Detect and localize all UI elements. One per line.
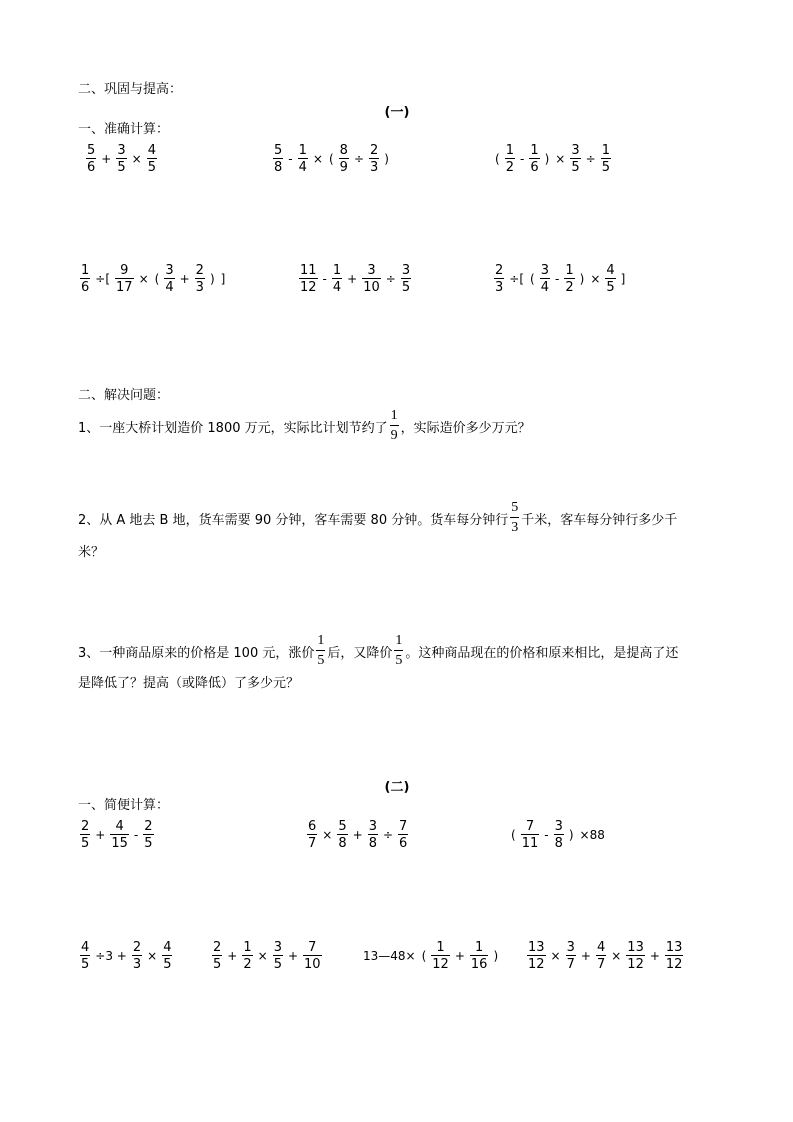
part2-expr-2: $\frac{6}{7}$ × $\frac{5}{8}$ + $\frac{3}{8}$ ÷ $\frac{7}{6}$: [308, 819, 408, 851]
part2-expr-7: $\frac{13}{12}$ × $\frac{3}{7}$ + $\frac{4}{7}$ × $\frac{13}{12}$ + $\frac{13}{12}$: [528, 940, 683, 972]
fraction: $\frac{7}{6}$: [399, 819, 408, 851]
fraction: $\frac{1}{5}$: [395, 633, 403, 668]
fraction: $\frac{4}{15}$: [111, 819, 128, 851]
part1-expr-3: ( $\frac{1}{2}$ - $\frac{1}{6}$ ) × $\frac{3}{5}$ ÷ $\frac{1}{5}$: [495, 143, 610, 175]
fraction: $\frac{9}{17}$: [116, 263, 133, 295]
fraction: $\frac{1}{2}$: [565, 263, 574, 295]
fraction: $\frac{3}{8}$: [368, 819, 377, 851]
fraction: $\frac{2}{3}$: [370, 143, 379, 175]
part1-accurate-calc-title: 一、准确计算：: [78, 122, 170, 137]
fraction: $\frac{7}{11}$: [521, 819, 539, 851]
fraction: $\frac{13}{12}$: [627, 940, 644, 972]
problem-2: 2、从 A 地去 B 地，货车需要 90 分钟，客车需要 80 分钟。货车每分钟行 $\frac{5}{3}$ 千米，客车每分钟行多少千: [78, 500, 678, 535]
fraction: $\frac{3}{5}$: [401, 263, 411, 295]
fraction: $\frac{2}{3}$: [132, 940, 142, 972]
fraction: $\frac{2}{5}$: [81, 819, 90, 851]
fraction: $\frac{4}{5}$: [81, 940, 90, 972]
problem-1: 1、一座大桥计划造价 1800 万元，实际比计划节约了 $\frac{1}{9}$ ，实际造价多少万元？: [78, 408, 531, 443]
fraction: $\frac{3}{5}$: [571, 143, 580, 175]
fraction: $\frac{3}{4}$: [540, 263, 549, 295]
fraction: $\frac{1}{6}$: [530, 143, 539, 175]
part2-simple-calc-title: 一、简便计算：: [78, 798, 170, 813]
part2-expr-6: 13—48× ( $\frac{1}{12}$ + $\frac{1}{16}$ ): [363, 940, 499, 972]
fraction: $\frac{1}{5}$: [601, 143, 610, 175]
fraction: $\frac{1}{12}$: [432, 940, 449, 972]
fraction: $\frac{3}{10}$: [363, 263, 380, 295]
fraction: $\frac{5}{6}$: [87, 143, 96, 175]
fraction: $\frac{13}{12}$: [528, 940, 545, 972]
fraction: $\frac{1}{2}$: [243, 940, 252, 972]
part2-expr-5: $\frac{2}{5}$ + $\frac{1}{2}$ × $\frac{3}{5}$ + $\frac{7}{10}$: [213, 940, 321, 972]
part2-expr-1: $\frac{2}{5}$ + $\frac{4}{15}$ - $\frac{2}{5}$: [81, 819, 153, 851]
fraction: $\frac{11}{12}$: [300, 263, 317, 295]
part1-heading: (一): [384, 105, 410, 120]
part1-expr-2: $\frac{5}{8}$ - $\frac{1}{4}$ × ( $\frac{8}{9}$ ÷ $\frac{2}{3}$ ): [274, 143, 389, 175]
part1-expr-6: $\frac{2}{3}$ ÷[ ( $\frac{3}{4}$ - $\frac{1}{2}$ ) × $\frac{4}{5}$ ]: [495, 263, 626, 295]
fraction: $\frac{1}{4}$: [298, 143, 307, 175]
fraction: $\frac{2}{5}$: [213, 940, 222, 972]
fraction: $\frac{5}{8}$: [338, 819, 347, 851]
fraction: $\frac{4}{5}$: [147, 143, 156, 175]
fraction: $\frac{1}{2}$: [505, 143, 514, 175]
problem-2-continued: 米？: [78, 545, 105, 560]
part1-expr-4: $\frac{1}{6}$ ÷[ $\frac{9}{17}$ × ( $\frac{3}{4}$ + $\frac{2}{3}$ ) ]: [81, 263, 226, 295]
fraction: $\frac{4}{7}$: [596, 940, 606, 972]
part1-expr-1: $\frac{5}{6}$ + $\frac{3}{5}$ × $\frac{4}{5}$: [87, 143, 156, 175]
fraction: $\frac{2}{3}$: [195, 263, 204, 295]
fraction: $\frac{2}{5}$: [144, 819, 153, 851]
fraction: $\frac{1}{5}$: [317, 633, 325, 668]
fraction: $\frac{1}{16}$: [470, 940, 488, 972]
fraction: $\frac{3}{5}$: [117, 143, 126, 175]
section-title: 二、巩固与提高：: [78, 82, 183, 97]
fraction: $\frac{4}{5}$: [606, 263, 615, 295]
solve-problems-title: 二、解决问题：: [78, 388, 170, 403]
fraction: $\frac{1}{4}$: [332, 263, 342, 295]
fraction: $\frac{5}{3}$: [511, 500, 519, 535]
problem-3: 3、一种商品原来的价格是 100 元，涨价 $\frac{1}{5}$ 后，又降价 $\frac{1}{5}$ 。这种商品现在的价格和原来相比，是提高了还: [78, 633, 679, 668]
fraction: $\frac{13}{12}$: [665, 940, 683, 972]
fraction: $\frac{6}{7}$: [308, 819, 317, 851]
part2-heading: (二): [384, 780, 410, 795]
part2-expr-3: ( $\frac{7}{11}$ - $\frac{3}{8}$ ) ×88: [511, 819, 605, 851]
fraction: $\frac{3}{4}$: [165, 263, 174, 295]
fraction: $\frac{5}{8}$: [274, 143, 283, 175]
part1-expr-5: $\frac{11}{12}$ - $\frac{1}{4}$ + $\frac{3}{10}$ ÷ $\frac{3}{5}$: [300, 263, 411, 295]
fraction: $\frac{1}{9}$: [390, 408, 398, 443]
fraction: $\frac{3}{5}$: [273, 940, 282, 972]
fraction: $\frac{4}{5}$: [163, 940, 172, 972]
fraction: $\frac{2}{3}$: [495, 263, 504, 295]
fraction: $\frac{7}{10}$: [304, 940, 321, 972]
part2-expr-4: $\frac{4}{5}$ ÷3 + $\frac{2}{3}$ × $\frac{4}{5}$: [81, 940, 172, 972]
fraction: $\frac{3}{8}$: [554, 819, 563, 851]
fraction: $\frac{3}{7}$: [566, 940, 575, 972]
fraction: $\frac{8}{9}$: [339, 143, 348, 175]
problem-3-continued: 是降低了？提高（或降低）了多少元？: [78, 676, 300, 691]
fraction: $\frac{1}{6}$: [81, 263, 90, 295]
